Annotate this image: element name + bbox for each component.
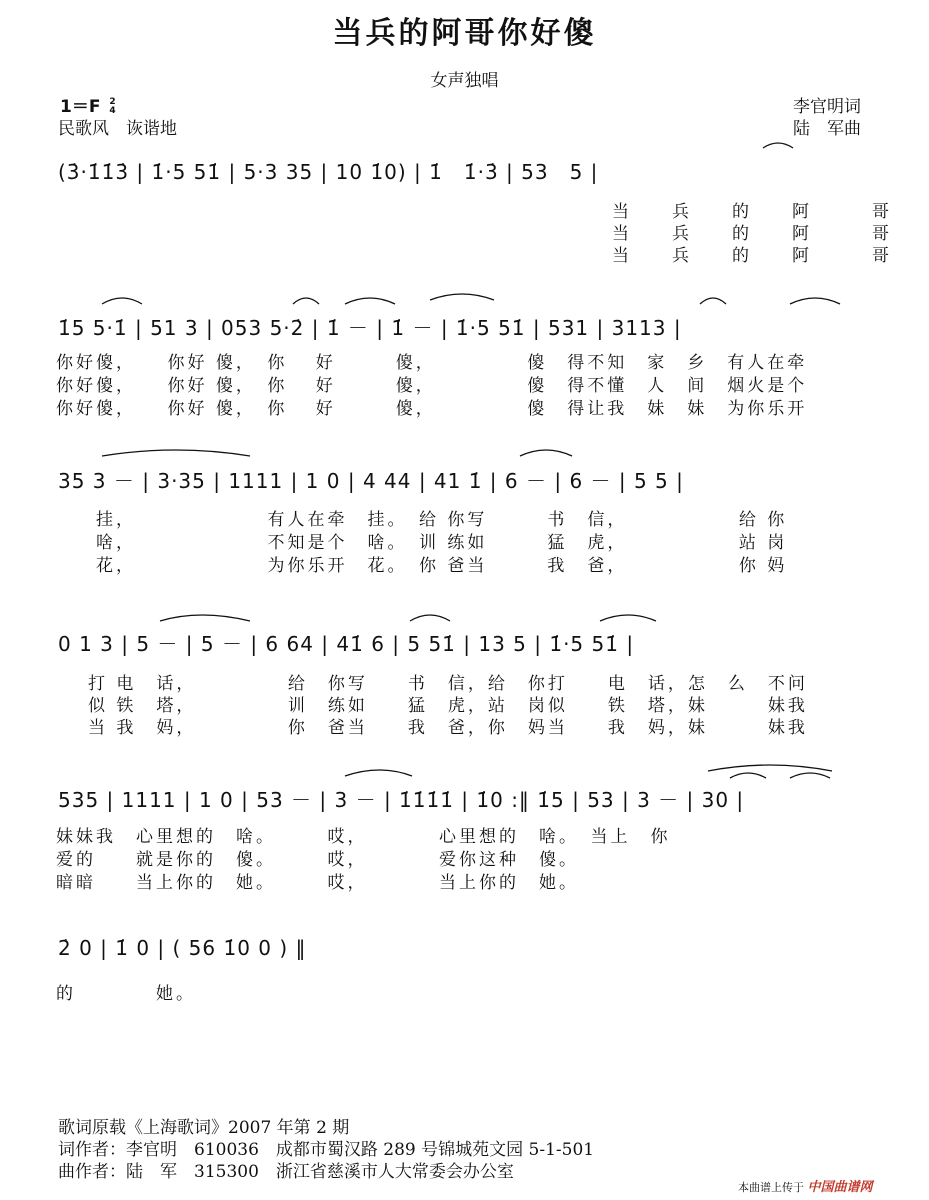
lyric-line-5-2: 爱的 就是你的 傻。 哎， 爱你这种 傻。 (56, 850, 579, 870)
lyric-line-6-1: 的 她。 (56, 984, 196, 1004)
tie-arc (160, 615, 250, 621)
lyric-line-3-1: 挂， 有人在牵 挂。 给 你写 书 信， 给 你 (96, 510, 788, 530)
tie-arc (700, 298, 726, 304)
tie-arc (102, 298, 142, 304)
performance-type: 女声独唱 (430, 71, 499, 91)
time-denominator: 4 (109, 106, 116, 116)
tie-arc (345, 770, 412, 776)
source-note: 歌词原载《上海歌词》2007 年第 2 期 (58, 1118, 350, 1138)
tie-arc (790, 773, 830, 778)
lyric-line-4-1: 打 电 话， 给 你写 书 信，给 你打 电 话，怎 么 不问 (88, 674, 808, 694)
song-title: 当兵的阿哥你好傻 (332, 16, 597, 51)
lyric-line-2-1: 你好傻， 你好 傻， 你 好 傻， 傻 得不知 家 乡 有人在牵 (56, 353, 808, 373)
upload-credit (738, 1176, 873, 1195)
notation-row-1: (3̇·1̇1̇3̇ | 1̇·5 51̇ | 5·3 35 | 10 1̇0) | 1̇ 1̇·3̇ | 53 5 | (58, 160, 599, 184)
lyric-line-3-3: 花， 为你乐开 花。 你 爸当 我 爸， 你 妈 (96, 556, 788, 576)
tie-arc (345, 298, 395, 304)
lyric-line-1-1: 当 兵 的 阿 哥 (612, 202, 892, 222)
composer-credit: 陆 军曲 (793, 119, 861, 139)
lyric-line-2-2: 你好傻， 你好 傻， 你 好 傻， 傻 得不懂 人 间 烟火是个 (56, 376, 808, 396)
upload-note: 本曲谱上传于 (738, 1181, 804, 1194)
tie-arc (708, 765, 832, 771)
lyric-line-2-3: 你好傻， 你好 傻， 你 好 傻， 傻 得让我 妹 妹 为你乐开 (56, 399, 808, 419)
composer-address: 曲作者：陆 军 315300 浙江省慈溪市人大常委会办公室 (58, 1162, 514, 1182)
lyric-line-3-2: 啥， 不知是个 啥。 训 练如 猛 虎， 站 岗 (96, 533, 788, 553)
lyric-line-1-3: 当 兵 的 阿 哥 (612, 246, 892, 266)
notation-row-5: 535 | 1111 | 1 0 | 53 － | 3 － | 1̇1̇1̇1̇ | 1̇0 :‖ 1̇5 | 53 | 3 － | 30 | (58, 788, 745, 812)
tie-arc (763, 143, 793, 148)
time-numerator: 2 (109, 97, 116, 107)
style-marking: 民歌风 诙谐地 (58, 119, 177, 139)
lyric-line-5-1: 妹妹我 心里想的 啥。 哎， 心里想的 啥。 当上 你 (56, 827, 671, 847)
lyric-line-4-2: 似 铁 塔， 训 练如 猛 虎，站 岗似 铁 塔，妹 妹我 (88, 696, 808, 716)
tie-arc (102, 450, 250, 456)
key-text: 1＝F (60, 97, 101, 117)
tie-arc (410, 615, 450, 621)
notation-row-2: 1̇5 5·1̇ | 51 3 | 053 5·2̇ | 1̇ － | 1̇ － | 1̇·5 51̇ | 531 | 3113 | (58, 316, 682, 340)
lyric-line-5-3: 暗暗 当上你的 她。 哎， 当上你的 她。 (56, 873, 579, 893)
lyric-line-1-2: 当 兵 的 阿 哥 (612, 224, 892, 244)
tie-arc (520, 450, 572, 456)
tie-arc (600, 615, 656, 621)
notation-row-4: 0 1 3 | 5 － | 5 － | 6 64 | 41̇ 6 | 5 51̇ | 13 5 | 1̇·5 51̇ | (58, 632, 635, 656)
tie-arc (730, 773, 766, 778)
lyricist-credit: 李官明词 (793, 97, 861, 117)
notation-row-6: 2̇ 0 | 1̇ 0 | ( 56 1̇0 0 ) ‖ (58, 936, 307, 960)
lyric-line-4-3: 当 我 妈， 你 爸当 我 爸，你 妈当 我 妈，妹 妹我 (88, 718, 808, 738)
site-logo: 中国曲谱网 (807, 1180, 873, 1195)
tie-arc (430, 294, 494, 300)
tie-arc (790, 298, 840, 304)
notation-row-3: 35 3 － | 3·35 | 1111 | 1 0 | 4 44 | 41 1̇ | 6 － | 6 － | 5 5 | (58, 469, 684, 493)
lyricist-address: 词作者：李官明 610036 成都市蜀汉路 289 号锦城苑文园 5-1-501 (58, 1140, 595, 1160)
tie-arc (293, 298, 319, 304)
